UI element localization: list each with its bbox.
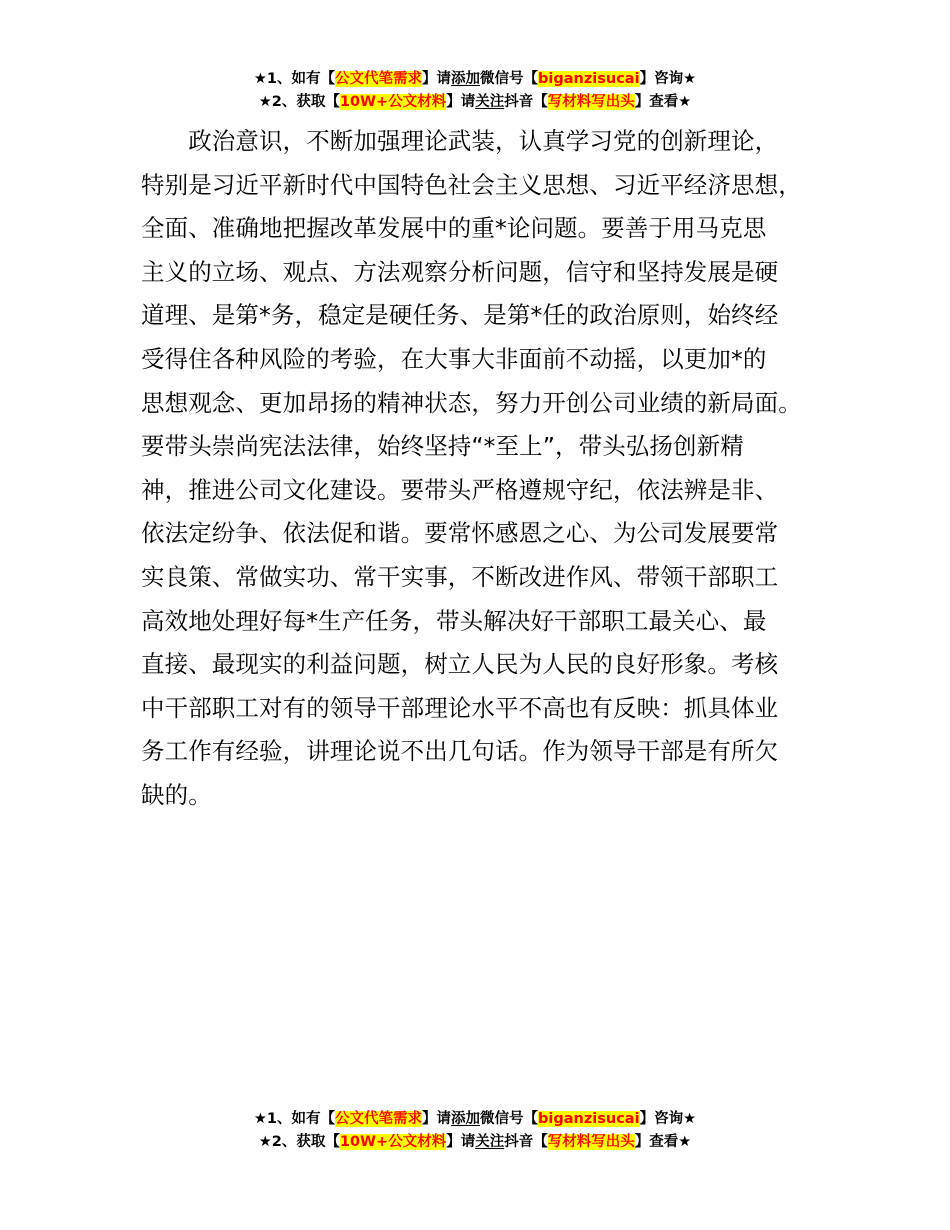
banner-line-2-suffix: 】查看★ — [634, 94, 692, 110]
body-line: 中干部职工对有的领导干部理论水平不高也有反映：抓具体业 — [141, 693, 779, 722]
body-line: 要带头崇尚宪法法律，始终坚持“*至上”，带头弘扬创新精 — [141, 432, 744, 461]
body-line: 道理、是第*务，稳定是硬任务、是第*任的政治原则，始终经 — [141, 301, 779, 330]
banner-line-2-mid: 】请 — [446, 94, 476, 110]
footer-line-2-mid: 】请 — [446, 1134, 476, 1150]
body-line: 主义的立场、观点、方法观察分析问题，信守和坚持发展是硬 — [141, 257, 779, 286]
body-line: 特别是习近平新时代中国特色社会主义思想、习近平经济思想， — [141, 170, 802, 199]
banner-line-1-mid: 】请 — [422, 71, 452, 87]
banner-line-1-mid2: 微信号【 — [480, 71, 539, 87]
footer-line-1-highlight-wechat-id: biganzisucai — [538, 1111, 640, 1127]
body-line: 神，推进公司文化建设。要带头严格遵规守纪，依法辨是非、 — [141, 475, 779, 504]
body-line: 受得住各种风险的考验，在大事大非面前不动摇，以更加*的 — [141, 344, 767, 373]
document-body — [141, 120, 831, 818]
footer-line-1-highlight-service: 公文代笔需求 — [335, 1111, 423, 1127]
footer-line-2-highlight-account: 写材料写出头 — [547, 1134, 635, 1150]
body-line: 缺的。 — [141, 780, 212, 809]
body-line: 实良策、常做实功、常干实事，不断改进作风、带领干部职工 — [141, 562, 779, 591]
footer-line-1 — [0, 1108, 950, 1131]
body-line: 高效地处理好每*生产任务，带头解决好干部职工最关心、最 — [141, 606, 767, 635]
footer-line-1-underlined: 添加 — [451, 1111, 481, 1127]
banner-line-2-mid2: 抖音【 — [504, 94, 548, 110]
body-line: 依法定纷争、依法促和谐。要常怀感恩之心、为公司发展要常 — [141, 519, 779, 548]
footer-line-2-mid2: 抖音【 — [504, 1134, 548, 1150]
banner-line-2-prefix: ★2、获取【 — [258, 94, 340, 110]
banner-line-2 — [0, 91, 950, 114]
footer-line-2-prefix: ★2、获取【 — [258, 1134, 340, 1150]
banner-line-2-underlined: 关注 — [475, 94, 505, 110]
body-line: 务工作有经验，讲理论说不出几句话。作为领导干部是有所欠 — [141, 737, 779, 766]
banner-line-1-underlined: 添加 — [451, 71, 481, 87]
banner-line-2-highlight-account: 写材料写出头 — [547, 94, 635, 110]
footer-line-2-suffix: 】查看★ — [634, 1134, 692, 1150]
banner-line-1-suffix: 】咨询★ — [639, 71, 697, 87]
body-line: 直接、最现实的利益问题，树立人民为人民的良好形象。考核 — [141, 650, 779, 679]
footer-line-2-underlined: 关注 — [475, 1134, 505, 1150]
footer-line-1-mid2: 微信号【 — [480, 1111, 539, 1127]
header-banner — [0, 68, 950, 114]
footer-banner — [0, 1108, 950, 1154]
footer-line-1-suffix: 】咨询★ — [639, 1111, 697, 1127]
footer-line-1-mid: 】请 — [422, 1111, 452, 1127]
footer-line-2 — [0, 1131, 950, 1154]
body-line: 政治意识，不断加强理论武装，认真学习党的创新理论， — [141, 127, 779, 155]
body-line: 思想观念、更加昂扬的精神状态，努力开创公司业绩的新局面。 — [141, 388, 802, 417]
banner-line-1-highlight-service: 公文代笔需求 — [335, 71, 423, 87]
banner-line-1 — [0, 68, 950, 91]
banner-line-2-highlight-materials: 10W+公文材料 — [339, 94, 447, 110]
body-line: 全面、准确地把握改革发展中的重*论问题。要善于用马克思 — [141, 214, 767, 243]
footer-line-1-prefix: ★1、如有【 — [253, 1111, 336, 1127]
banner-line-1-prefix: ★1、如有【 — [253, 71, 336, 87]
banner-line-1-highlight-wechat-id: biganzisucai — [538, 71, 640, 87]
footer-line-2-highlight-materials: 10W+公文材料 — [339, 1134, 447, 1150]
